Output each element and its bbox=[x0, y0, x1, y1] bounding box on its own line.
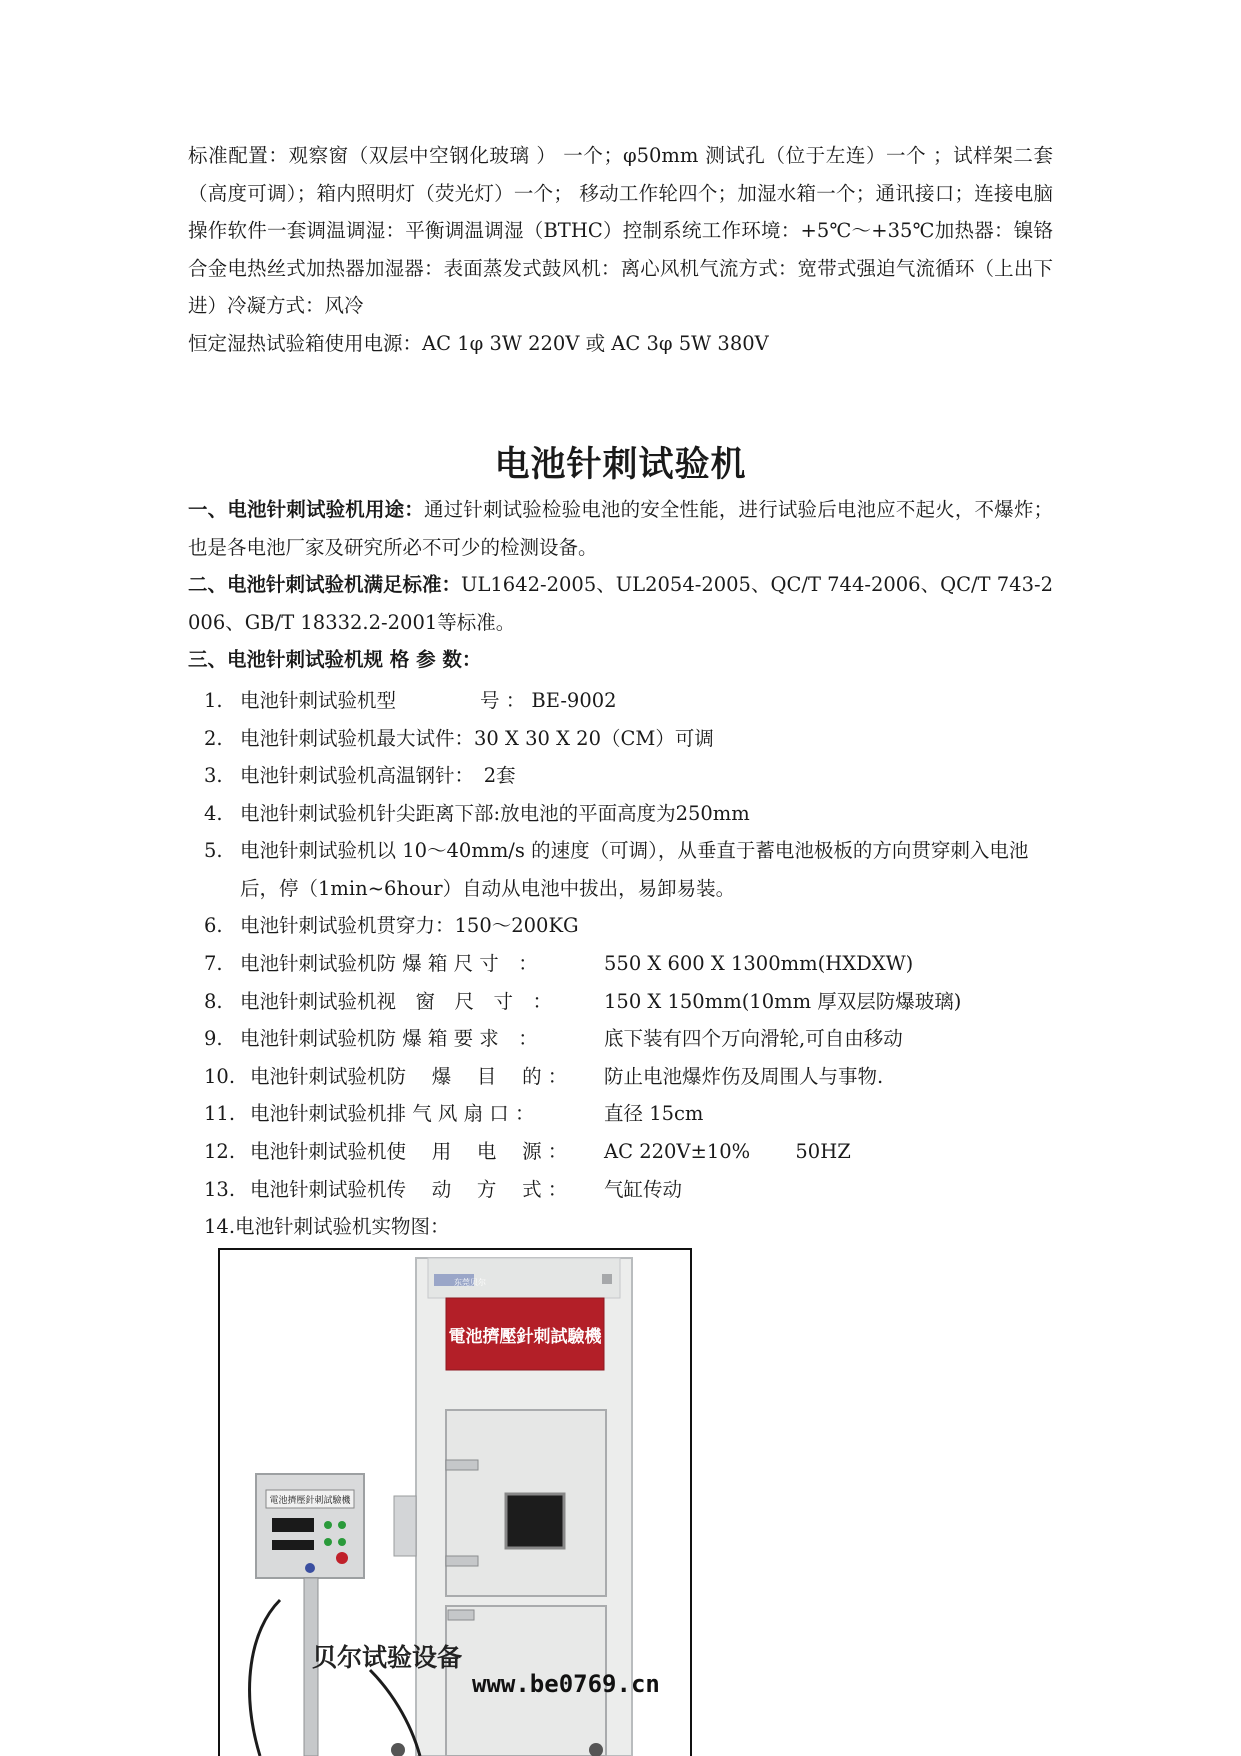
watermark-url: www.be0769.cn bbox=[472, 1670, 660, 1698]
spec-item bbox=[204, 983, 1064, 1021]
spec-value: 底下装有四个万向滑轮,可自由移动 bbox=[604, 1027, 903, 1051]
spec-number: 1. bbox=[204, 689, 223, 712]
intro-block bbox=[188, 137, 1053, 362]
sections-block bbox=[188, 491, 1053, 679]
spec-label: 电池针刺试验机贯穿力：150～200KG bbox=[240, 914, 579, 938]
spec-label: 电池针刺试验机最大试件：30 X 30 X 20（CM）可调 bbox=[240, 726, 714, 750]
intro-paragraph: 标准配置：观察窗（双层中空钢化玻璃 ） 一个；φ50mm 测试孔（位于左连）一个 ；试样架二套（高度可调）；箱内照明灯（荧光灯）一个； 移动工作轮四个；加湿水箱一个；通讯接口；连接电脑操作软件一套调温调湿：平衡调温调湿（BTHC）控制系统工作环境：+5℃～+35℃加热器：镍铬合金电热丝式加热器加湿器：表面蒸发式鼓风机：离心风机气流方式：宽带式强迫气流循环（上出下进）冷凝方式：风冷 bbox=[188, 144, 1053, 317]
spec-label: 电池针刺试验机防 爆 箱 尺 寸 ： bbox=[240, 951, 538, 975]
brand-tag: 东莞贝尔 bbox=[454, 1278, 486, 1287]
panel-label: 電池擠壓針刺試驗機 bbox=[269, 1495, 351, 1505]
spec-number: 6. bbox=[204, 914, 223, 938]
spec-value: 150 X 150mm(10mm 厚双层防爆玻璃) bbox=[604, 989, 962, 1013]
spec-number: 12. bbox=[204, 1139, 236, 1163]
spec-item bbox=[204, 1020, 1064, 1058]
section-1 bbox=[188, 491, 1053, 566]
section-2 bbox=[188, 566, 1053, 641]
spec-value: 直径 15cm bbox=[604, 1102, 704, 1126]
spec-item bbox=[204, 1133, 1064, 1171]
section-2-body: UL1642-2005、UL2054-2005、QC/T 744-2006、QC/T 743-2006、GB/T 18332.2-2001等标准。 bbox=[188, 573, 1053, 634]
spec-item bbox=[204, 907, 1064, 945]
spec-label: 电池针刺试验机针尖距离下部:放电池的平面高度为250mm bbox=[240, 801, 750, 825]
spec-value: 号 ： BE-9002 bbox=[480, 689, 617, 712]
spec-label: 电池针刺试验机以 10～40mm/s 的速度（可调），从垂直于蓄电池极板的方向贯穿刺入电池后，停（1min~6hour）自动从电池中拔出，易卸易装。 bbox=[240, 839, 1029, 900]
spec-label: 电池针刺试验机视 窗 尺 寸 ： bbox=[240, 989, 553, 1013]
watermark-brand: 贝尔试验设备 bbox=[312, 1643, 463, 1672]
spec-item bbox=[204, 945, 1064, 983]
intro-power-line: 恒定湿热试验箱使用电源：AC 1φ 3W 220V 或 AC 3φ 5W 380V bbox=[188, 331, 769, 355]
page-title: 电池针刺试验机 bbox=[494, 444, 747, 485]
spec-label: 电池针刺试验机防 爆 箱 要 求 ： bbox=[240, 1027, 538, 1051]
spec-number: 5. bbox=[204, 839, 223, 863]
spec-item bbox=[204, 1095, 1064, 1133]
spec-item bbox=[204, 757, 1064, 795]
spec-value: 550 X 600 X 1300mm(HXDXW) bbox=[604, 951, 914, 975]
spec-label: 电池针刺试验机高温钢针： 2套 bbox=[240, 764, 516, 788]
spec-number: 13. bbox=[204, 1177, 236, 1201]
spec-item bbox=[204, 682, 1064, 720]
spec-item bbox=[204, 720, 1064, 758]
spec-label: 电池针刺试验机使 用 电 源 ： bbox=[250, 1139, 568, 1163]
spec-number: 2. bbox=[204, 726, 223, 750]
section-3-heading: 三、电池针刺试验机规 格 参 数： bbox=[188, 648, 482, 671]
spec-label: 电池针刺试验机型 bbox=[240, 689, 397, 712]
spec-value: AC 220V±10% 50HZ bbox=[604, 1139, 851, 1163]
product-photo bbox=[218, 1248, 692, 1756]
spec-number: 9. bbox=[204, 1027, 223, 1051]
spec-number: 10. bbox=[204, 1064, 236, 1088]
spec-value: 气缸传动 bbox=[604, 1177, 683, 1201]
spec-number: 4. bbox=[204, 801, 223, 825]
cabinet-label: 電池擠壓針刺試驗機 bbox=[448, 1327, 602, 1346]
section-1-body: 通过针刺试验检验电池的安全性能，进行试验后电池应不起火，不爆炸；也是各电池厂家及研究所必不可少的检测设备。 bbox=[188, 498, 1053, 559]
spec-item bbox=[204, 1171, 1064, 1209]
spec-value: 防止电池爆炸伤及周围人与事物. bbox=[604, 1064, 884, 1088]
spec-number: 7. bbox=[204, 951, 223, 975]
spec-number: 3. bbox=[204, 764, 223, 788]
spec-item bbox=[204, 1058, 1064, 1096]
spec-label: 电池针刺试验机防 爆 目 的 ： bbox=[250, 1064, 568, 1088]
spec-label: 电池针刺试验机传 动 方 式 ： bbox=[250, 1177, 568, 1201]
spec-item-photo-caption: 14.电池针刺试验机实物图： bbox=[204, 1215, 450, 1239]
spec-item bbox=[204, 832, 1064, 907]
section-2-heading: 二、电池针刺试验机满足标准： bbox=[188, 573, 462, 596]
section-1-heading: 一、电池针刺试验机用途： bbox=[188, 498, 424, 521]
spec-list bbox=[204, 682, 1064, 1246]
spec-label: 电池针刺试验机排 气 风 扇 口 ： bbox=[250, 1102, 535, 1126]
spec-item bbox=[204, 795, 1064, 833]
spec-number: 8. bbox=[204, 989, 223, 1013]
spec-number: 11. bbox=[204, 1102, 236, 1126]
